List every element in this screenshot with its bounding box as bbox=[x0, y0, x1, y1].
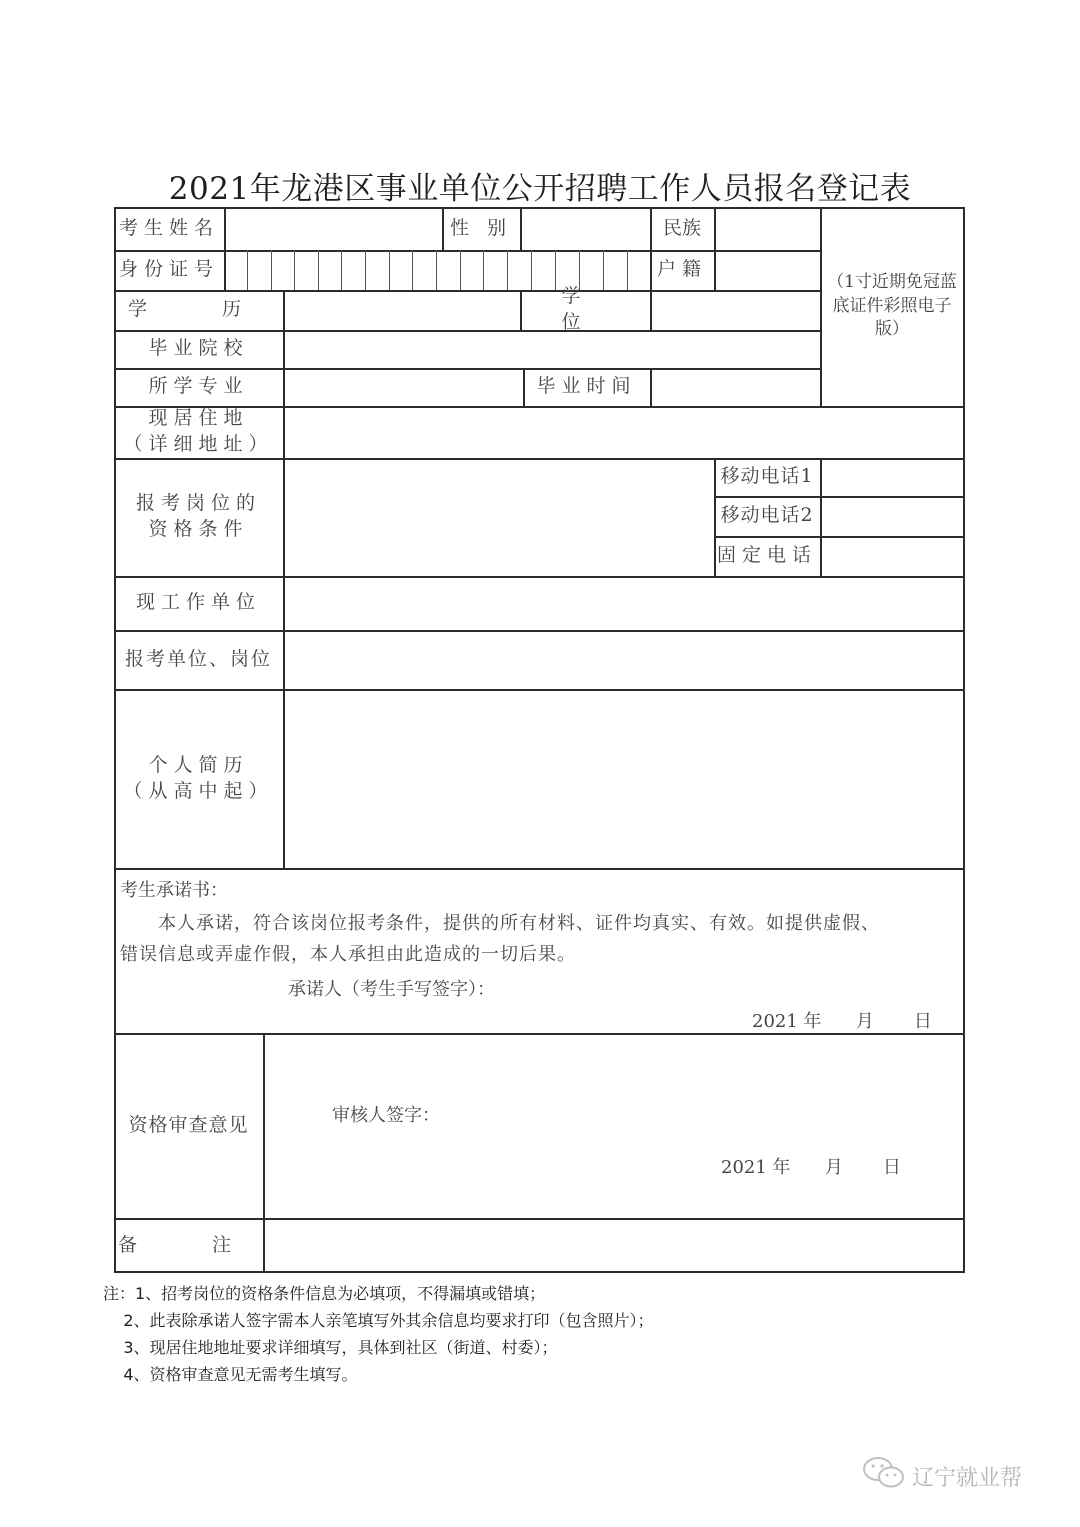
pledge-signer-label: 承诺人（考生手写签字）： bbox=[288, 979, 495, 1000]
hukou-label: 户籍 bbox=[656, 258, 707, 281]
review-label: 资格审查意见 bbox=[128, 1113, 249, 1136]
name-field[interactable] bbox=[226, 209, 442, 250]
graduation-time-field[interactable] bbox=[652, 370, 820, 406]
applied-position-field[interactable] bbox=[285, 632, 964, 689]
reviewer-signature-label: 审核人签字： bbox=[332, 1105, 440, 1126]
watermark bbox=[862, 1456, 1022, 1496]
resume-label-line2: （从高中起） bbox=[123, 779, 274, 802]
watermark-text: 辽宁就业帮 bbox=[912, 1465, 1023, 1491]
note-2: 2、此表除承诺人签字需本人亲笔填写外其余信息均要求打印（包含照片）； bbox=[103, 1311, 654, 1330]
note-3: 3、现居住地地址要求详细填写，具体到社区（街道、村委）； bbox=[103, 1338, 558, 1357]
qualification-label-line1: 报考岗位的 bbox=[135, 492, 261, 515]
note-1: 注：1、招考岗位的资格条件信息为必填项，不得漏填或错填； bbox=[103, 1284, 546, 1303]
address-label-line1: 现居住地 bbox=[148, 407, 249, 430]
gender-field[interactable] bbox=[522, 209, 650, 250]
resume-label bbox=[114, 689, 283, 868]
major-label: 所学专业 bbox=[148, 375, 249, 398]
address-label bbox=[114, 406, 283, 458]
mobile1-label: 移动电话1 bbox=[720, 465, 814, 488]
notes-section bbox=[103, 1280, 654, 1388]
form-title: 2021年龙港区事业单位公开招聘工作人员报名登记表 bbox=[168, 171, 912, 207]
address-field[interactable] bbox=[285, 408, 964, 458]
note-4: 4、资格审查意见无需考生填写。 bbox=[103, 1365, 358, 1384]
graduation-time-label: 毕业时间 bbox=[536, 375, 637, 398]
landline-field[interactable] bbox=[822, 538, 964, 576]
id-number-label: 身份证号 bbox=[118, 258, 219, 281]
address-label-line2: （详细地址） bbox=[123, 433, 274, 455]
employer-field[interactable] bbox=[285, 578, 964, 630]
photo-placeholder[interactable]: （1寸近期免冠蓝底证件彩照电子版） bbox=[827, 271, 957, 340]
wechat-icon bbox=[862, 1456, 906, 1496]
school-label: 毕业院校 bbox=[148, 337, 249, 360]
resume-label-line1: 个人简历 bbox=[148, 753, 249, 776]
applied-position-label: 报考单位、岗位 bbox=[124, 647, 272, 670]
review-date: 2021 年 月 日 bbox=[721, 1157, 901, 1178]
gender-label: 性 别 bbox=[449, 216, 513, 239]
pledge-text-line2: 错误信息或弄虚作假，本人承担由此造成的一切后果。 bbox=[120, 944, 576, 965]
landline-label: 固定电话 bbox=[716, 544, 817, 567]
remarks-label: 备 注 bbox=[117, 1233, 259, 1256]
remarks-field[interactable] bbox=[265, 1220, 964, 1271]
hukou-field[interactable] bbox=[716, 252, 820, 290]
school-field[interactable] bbox=[285, 332, 820, 368]
employer-label: 现工作单位 bbox=[135, 591, 261, 614]
education-label: 学 历 bbox=[127, 298, 269, 321]
pledge-date: 2021 年 月 日 bbox=[752, 1011, 932, 1032]
mobile1-field[interactable] bbox=[822, 460, 964, 496]
qualification-field[interactable] bbox=[285, 460, 714, 576]
resume-field[interactable] bbox=[285, 691, 964, 868]
mobile2-label: 移动电话2 bbox=[720, 504, 814, 527]
name-label: 考生姓名 bbox=[118, 216, 219, 239]
ethnicity-label: 民族 bbox=[662, 216, 701, 239]
pledge-text-line1: 本人承诺，符合该岗位报考条件，提供的所有材料、证件均真实、有效。如提供虚假、 bbox=[158, 913, 880, 934]
qualification-label bbox=[114, 458, 283, 576]
mobile2-field[interactable] bbox=[822, 498, 964, 536]
pledge-heading: 考生承诺书： bbox=[120, 880, 228, 901]
ethnicity-field[interactable] bbox=[716, 209, 820, 250]
pledge-signature-field[interactable] bbox=[520, 970, 820, 1000]
degree-label: 学 位 bbox=[561, 285, 656, 333]
education-field[interactable] bbox=[285, 292, 520, 330]
qualification-label-line2: 资格条件 bbox=[148, 518, 249, 540]
major-field[interactable] bbox=[285, 370, 523, 406]
degree-field[interactable] bbox=[652, 292, 820, 330]
